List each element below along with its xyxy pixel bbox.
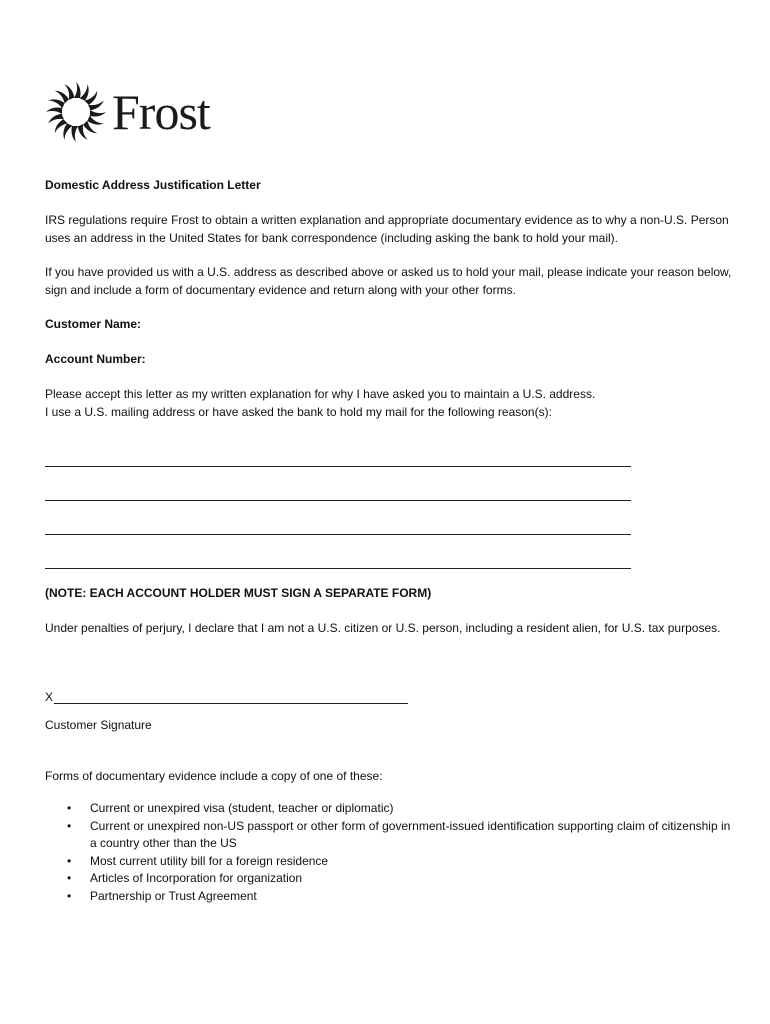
document-title: Domestic Address Justification Letter: [45, 178, 261, 192]
bullet-icon: •: [67, 801, 72, 815]
bullet-icon: •: [67, 818, 72, 833]
evidence-item-text: Most current utility bill for a foreign residence: [90, 853, 329, 868]
evidence-item-text: Partnership or Trust Agreement: [90, 888, 257, 903]
evidence-item-text: Current or unexpired non-US passport or other form of government-issued identification supporting claim of citizenship in a country other than the US: [90, 818, 731, 850]
intro-paragraph-2: If you have provided us with a U.S. address as described above or asked us to hold your mail, please indicate your reason below, sign and include a form of documentary evidence and return along with your other forms.: [45, 265, 732, 297]
list-item: [45, 800, 735, 818]
evidence-list: [45, 800, 735, 905]
reason-line-4[interactable]: [45, 568, 631, 569]
bullet-icon: •: [67, 871, 72, 885]
frost-logo: [44, 80, 210, 144]
logo-wordmark: Frost: [112, 84, 210, 140]
list-item: [45, 888, 735, 906]
reason-line-1[interactable]: [45, 466, 631, 467]
list-item: [45, 870, 735, 888]
signature-note: (NOTE: EACH ACCOUNT HOLDER MUST SIGN A SEPARATE FORM): [45, 586, 432, 600]
reason-line-3[interactable]: [45, 534, 631, 535]
signature-x-mark: X: [45, 690, 54, 704]
list-item: [45, 818, 735, 853]
list-item: [45, 853, 735, 871]
evidence-item-text: Current or unexpired visa (student, teacher or diplomatic): [90, 801, 394, 815]
forms-intro: Forms of documentary evidence include a copy of one of these:: [45, 769, 383, 783]
frost-starburst-icon: [44, 80, 108, 144]
customer-name-label: Customer Name:: [45, 317, 142, 331]
signature-line[interactable]: [54, 703, 408, 704]
account-number-label: Account Number:: [45, 352, 146, 366]
evidence-item-text: Articles of Incorporation for organization: [90, 871, 303, 885]
bullet-icon: •: [67, 853, 72, 868]
intro-paragraph-1: IRS regulations require Frost to obtain a written explanation and appropriate documentary evidence as to why a non-U.S. Person uses an address in the United States for bank correspondence (including asking the bank to hold your mail).: [45, 213, 729, 245]
bullet-icon: •: [67, 888, 72, 903]
request-line-2: I use a U.S. mailing address or have asked the bank to hold my mail for the following reason(s):: [45, 405, 552, 419]
request-line-1: Please accept this letter as my written explanation for why I have asked you to maintain a U.S. address.: [45, 387, 596, 401]
reason-line-2[interactable]: [45, 500, 631, 501]
signature-label: Customer Signature: [45, 718, 152, 732]
perjury-statement: Under penalties of perjury, I declare that I am not a U.S. citizen or U.S. person, including a resident alien, for U.S. tax purposes.: [45, 621, 721, 635]
